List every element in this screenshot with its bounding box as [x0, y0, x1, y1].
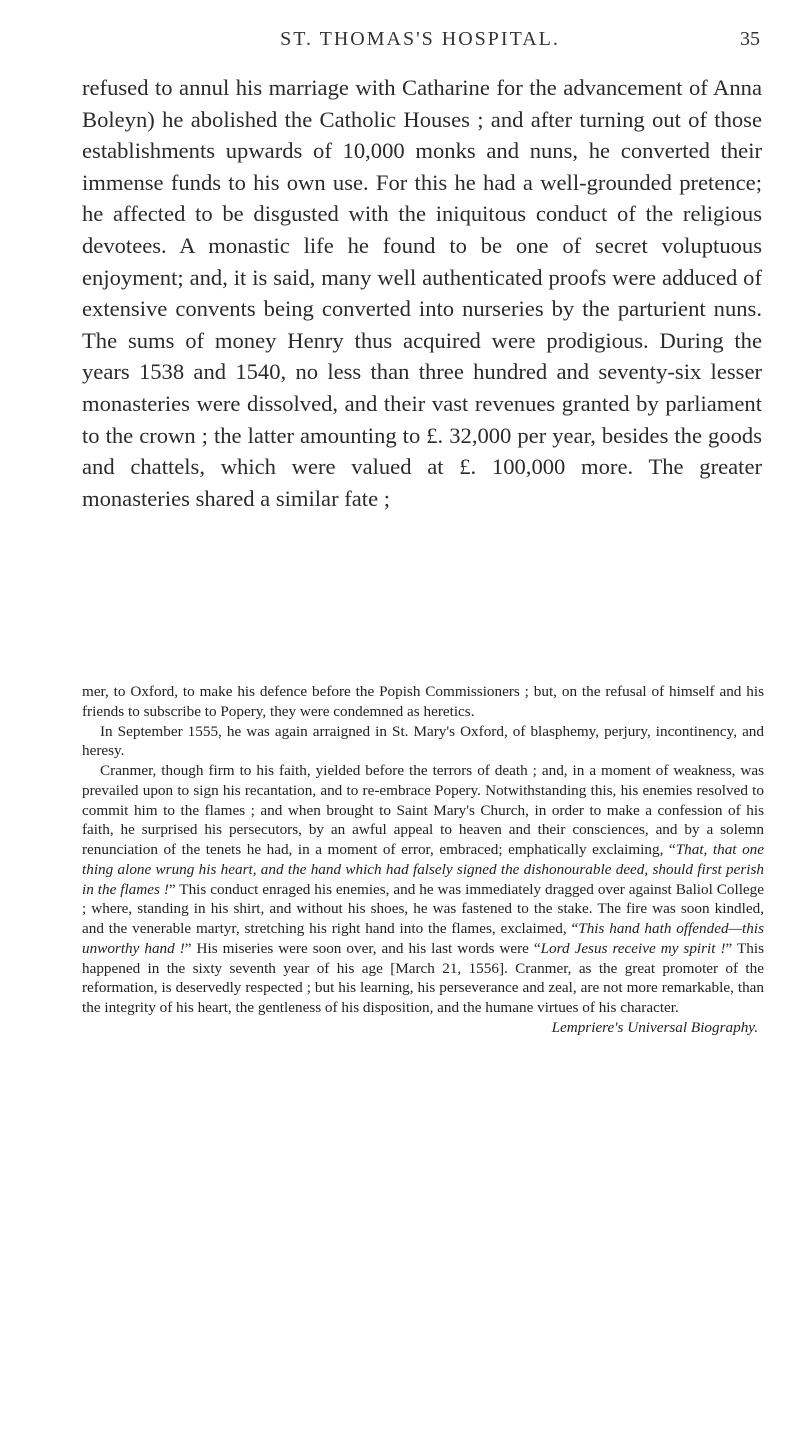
footnote-text-part-b: ” This conduct enraged his enemies, and he was immediately dragged over against Baliol College ; where, standing in his shirt, and without his shoes, he was fastened to the stake. The fire was soon kindled, and the venerable martyr, stretching his right hand into the flames, exclaimed, “: [82, 880, 765, 937]
footnote-attribution: Lempriere's Universal Biography.: [551, 1018, 758, 1036]
main-text-block: [82, 72, 762, 514]
footnote-quote-2: This hand hath offended—this unworthy hand !: [82, 920, 764, 957]
footnote-quote-3: Lord Jesus receive my spirit !: [540, 939, 726, 957]
footnote-quote-1: That, that one thing alone wrung his heart, and the hand which had falsely signed the dishonourable deed, should first perish in the flames !: [82, 841, 764, 898]
footnote-text-part-d: ” This happened in the sixty seventh year of his age [March 21, 1556]. Cranmer, as the great promoter of the reformation, is deservedly respected ; but his learning, his perseverance and zeal, are not more remarkable, than the integrity of his heart, the gentleness of his disposition, and the humane virtues of his character.: [82, 939, 765, 1016]
footnote-paragraph-2: In September 1555, he was again arraigned in St. Mary's Oxford, of blasphemy, perjury, incontinency, and heresy.: [82, 722, 764, 760]
footnote-paragraph-1: mer, to Oxford, to make his defence before the Popish Commissioners ; but, on the refusal of himself and his friends to subscribe to Popery, they were condemned as heretics.: [82, 683, 764, 720]
footnote-paragraph-3: [82, 761, 764, 1018]
running-head-title: ST. THOMAS'S HOSPITAL.: [280, 28, 560, 50]
page-number: 35: [740, 28, 760, 50]
footnote-text-part-a: Cranmer, though firm to his faith, yielded before the terrors of death ; and, in a moment of weakness, was prevailed upon to sign his recantation, and to re-embrace Popery. Notwithstanding this, his enemies resolved to commit him to the flames ; and when brought to Saint Mary's Church, in order to make a confession of his faith, he surprised his persecutors, by an awful appeal to heaven and their consciences, and by a solemn renunciation of the tenets he had, in a moment of error, embraced; emphatically exclaiming, “: [82, 762, 764, 858]
footnote-text-part-c: ” His miseries were soon over, and his last words were “: [184, 939, 541, 957]
running-head: [80, 28, 760, 62]
main-paragraph: refused to annul his marriage with Catharine for the advancement of Anna Boleyn) he abolished the Catholic Houses ; and after turning out of those establishments upwards of 10,000 monks and nuns, he converted their immense funds to his own use. For this he had a well-grounded pretence; he affected to be disgusted with the iniquitous conduct of the religious devotees. A monastic life he found to be one of secret voluptuous enjoyment; and, it is said, many well authenticated proofs were adduced of extensive convents being converted into nurseries by the parturient nuns. The sums of money Henry thus acquired were prodigious. During the years 1538 and 1540, no less than three hundred and seventy-six lesser monasteries were dissolved, and their vast revenues granted by parliament to the crown ; the latter amounting to £. 32,000 per year, besides the goods and chattels, which were valued at £. 100,000 more. The greater monasteries shared a similar fate ;: [82, 75, 762, 511]
footnote-block: [82, 682, 764, 1038]
